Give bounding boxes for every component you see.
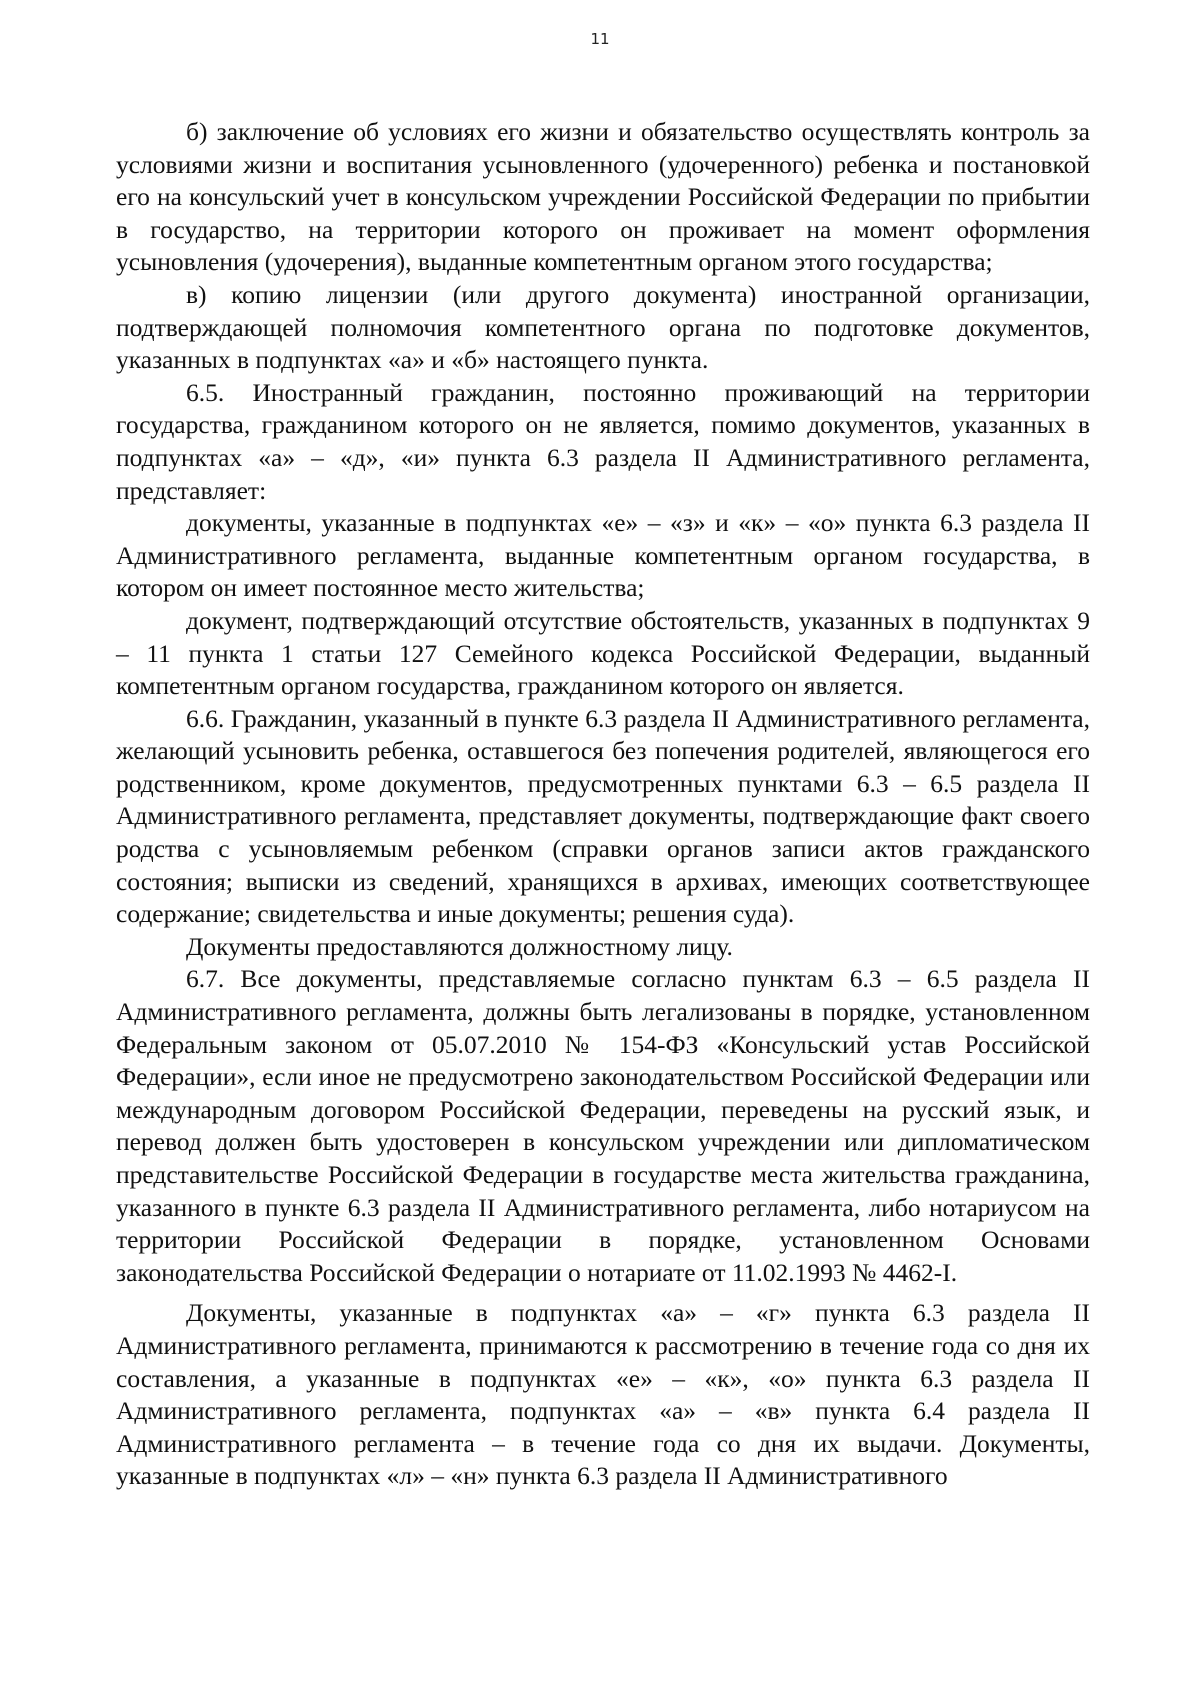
document-body (116, 116, 1090, 1493)
paragraph-documents-provided: Документы предоставляются должностному лицу. (186, 931, 733, 961)
paragraph-validity-terms: Документы, указанные в подпунктах «а» – «г» пункта 6.3 раздела II Административного регламента, принимаются к рассмотрению в течение года со дня их составления, а указанные в подпунктах «е» – «к», «о» пункта 6.3 раздела II Административного регламента, подпунктах «а» – «в» пункта 6.4 раздела II Административного регламента – в течение года со дня их выдачи. Документы, указанные в подпунктах «л» – «н» пункта 6.3 раздела II Административного (116, 1298, 1090, 1491)
paragraph-6-5: 6.5. Иностранный гражданин, постоянно проживающий на территории государства, гражданином которого он не является, помимо документов, указанных в подпунктах «а» – «д», «и» пункта 6.3 раздела II Административного регламента, представляет: (116, 377, 1090, 505)
paragraph-v-license-copy: в) копию лицензии (или другого документа) иностранной организации, подтверждающей полномочия компетентного органа по подготовке документов, указанных в подпунктах «а» и «б» настоящего пункта. (116, 279, 1090, 375)
paragraph-6-5-documents: документы, указанные в подпунктах «е» – «з» и «к» – «о» пункта 6.3 раздела II Административного регламента, выданные компетентным органом государства, в котором он имеет постоянное место жительства; (116, 508, 1090, 603)
paragraph-6-6: 6.6. Гражданин, указанный в пункте 6.3 раздела II Административного регламента, желающий усыновить ребенка, оставшегося без попечения родителей, являющегося его родственником, кроме документов, предусмотренных пунктами 6.3 – 6.5 раздела II Административного регламента, представляет документы, подтверждающие факт своего родства с усыновляемым ребенком (справки органов записи актов гражданского состояния; выписки из сведений, хранящихся в архивах, имеющих соответствующее содержание; свидетельства и иные документы; решения суда). (116, 703, 1090, 929)
paragraph-6-7: 6.7. Все документы, представляемые согласно пунктам 6.3 – 6.5 раздела II Административного регламента, должны быть легализованы в порядке, установленном Федеральным законом от 05.07.2010 № 154-ФЗ «Консульский устав Российской Федерации», если иное не предусмотрено законодательством Российской Федерации или международным договором Российской Федерации, переведены на русский язык, и перевод должен быть удостоверен в консульском учреждении или дипломатическом представительстве Российской Федерации в государстве места жительства гражданина, указанного в пункте 6.3 раздела II Административного регламента, либо нотариусом на территории Российской Федерации в порядке, установленном Основами законодательства Российской Федерации о нотариате от 11.02.1993 № 4462-I. (116, 964, 1090, 1287)
paragraph-6-5-certificate: документ, подтверждающий отсутствие обстоятельств, указанных в подпунктах 9 – 11 пункта 1 статьи 127 Семейного кодекса Российской Федерации, выданный компетентным органом государства, гражданином которого он является. (116, 605, 1090, 701)
page-number: 11 (590, 30, 610, 48)
paragraph-b-living-conditions: б) заключение об условиях его жизни и обязательство осуществлять контроль за условиями жизни и воспитания усыновленного (удочеренного) ребенка и постановкой его на консульский учет в консульском учреждении Российской Федерации по прибытии в государство, на территории которого он проживает на момент оформления усыновления (удочерения), выданные компетентным органом этого государства; (116, 117, 1090, 277)
